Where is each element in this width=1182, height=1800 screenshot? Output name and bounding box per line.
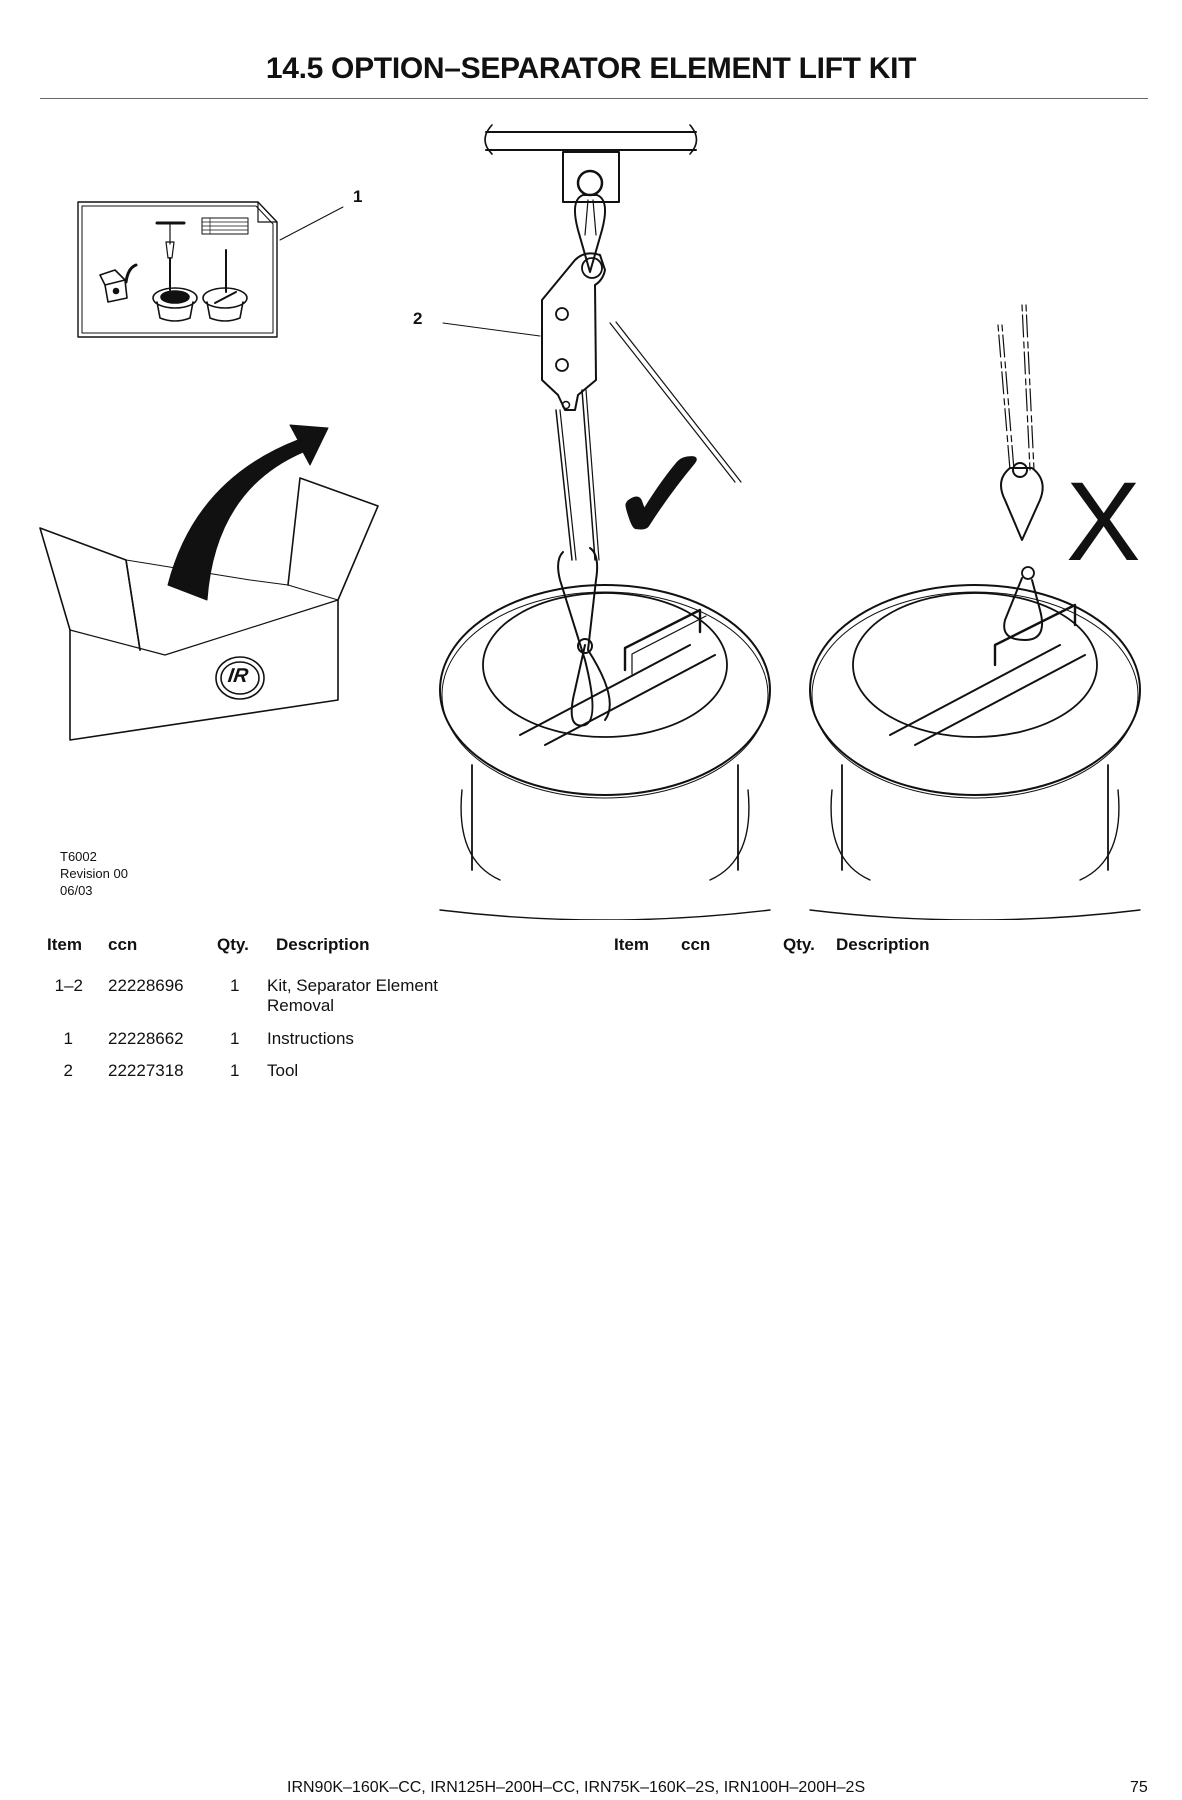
table-header-item-right: Item <box>614 935 649 954</box>
table-header-description: Description <box>276 935 370 954</box>
table-header-qty: Qty. <box>217 935 249 954</box>
row-3-ccn: 22227318 <box>108 1061 184 1080</box>
wrong-x-mark: X <box>1066 459 1141 584</box>
correct-check-mark: ✓ <box>608 422 717 568</box>
row-3-qty: 1 <box>230 1061 240 1080</box>
row-1-ccn: 22228696 <box>108 976 184 995</box>
ceiling-beam-drawing <box>485 125 697 272</box>
lift-tool-drawing <box>542 253 605 410</box>
row-2-description: Instructions <box>267 1029 354 1048</box>
figure-revision: Revision 00 <box>60 866 128 881</box>
callout-1: 1 <box>353 187 363 206</box>
row-1-description: Kit, Separator Element Removal <box>267 976 439 1015</box>
table-header-item: Item <box>47 935 82 954</box>
row-3-item: 2 <box>63 1061 73 1080</box>
callout-2: 2 <box>413 309 423 328</box>
row-1-qty: 1 <box>230 976 240 995</box>
row-1-item: 1–2 <box>54 976 83 995</box>
separator-correct-drawing <box>440 548 770 920</box>
footer-models: IRN90K–160K–CC, IRN125H–200H–CC, IRN75K–160K–2S, IRN100H–200H–2S <box>287 1779 866 1796</box>
table-header-ccn: ccn <box>108 935 138 954</box>
page-title: 14.5 OPTION–SEPARATOR ELEMENT LIFT KIT <box>265 52 917 85</box>
page-number: 75 <box>1130 1779 1148 1796</box>
table-header-ccn-right: ccn <box>681 935 711 954</box>
table-header-description-right: Description <box>836 935 930 954</box>
row-2-qty: 1 <box>230 1029 240 1048</box>
instruction-sheet-drawing <box>78 202 277 337</box>
row-2-item: 1 <box>63 1029 73 1048</box>
figure-code: T6002 <box>60 849 97 864</box>
separator-wrong-drawing <box>810 305 1140 920</box>
figure-reference <box>60 848 128 899</box>
row-3-description: Tool <box>267 1061 299 1080</box>
unpack-arrow <box>168 425 328 600</box>
row-2-ccn: 22228662 <box>108 1029 184 1048</box>
carton-logo: IR <box>226 665 250 687</box>
table-header-qty-right: Qty. <box>783 935 815 954</box>
figure-date: 06/03 <box>60 883 93 898</box>
